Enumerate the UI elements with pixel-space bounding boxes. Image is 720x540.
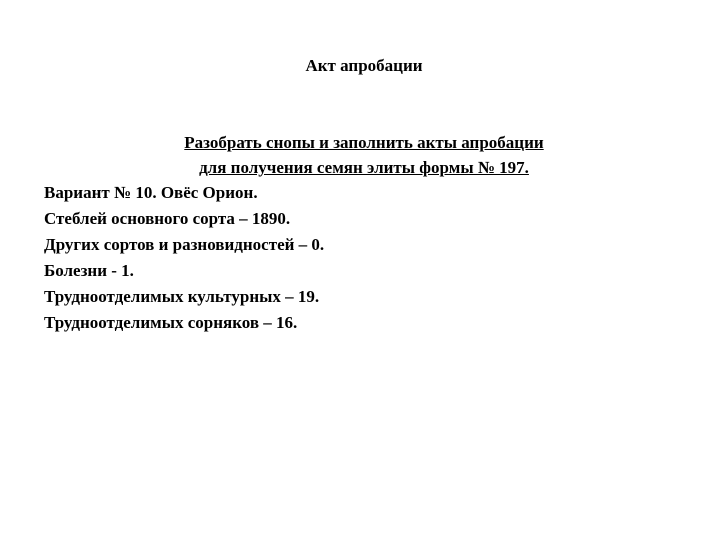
other-varieties-line: Других сортов и разновидностей – 0. xyxy=(44,235,325,254)
main-variety-stems-line: Стеблей основного сорта – 1890. xyxy=(44,209,291,228)
hard-to-separate-crops-line: Трудноотделимых культурных – 19. xyxy=(44,287,320,306)
task-line-2: для получения семян элиты формы № 197. xyxy=(199,158,529,177)
task-instruction xyxy=(0,130,720,180)
variant-line: Вариант № 10. Овёс Орион. xyxy=(44,183,258,202)
hard-to-separate-weeds-line: Трудноотделимых сорняков – 16. xyxy=(44,313,298,332)
sample-details xyxy=(44,180,684,336)
task-line-1: Разобрать снопы и заполнить акты апробации xyxy=(184,133,544,152)
diseases-line: Болезни - 1. xyxy=(44,261,134,280)
page-title: Акт апробации xyxy=(305,56,423,75)
